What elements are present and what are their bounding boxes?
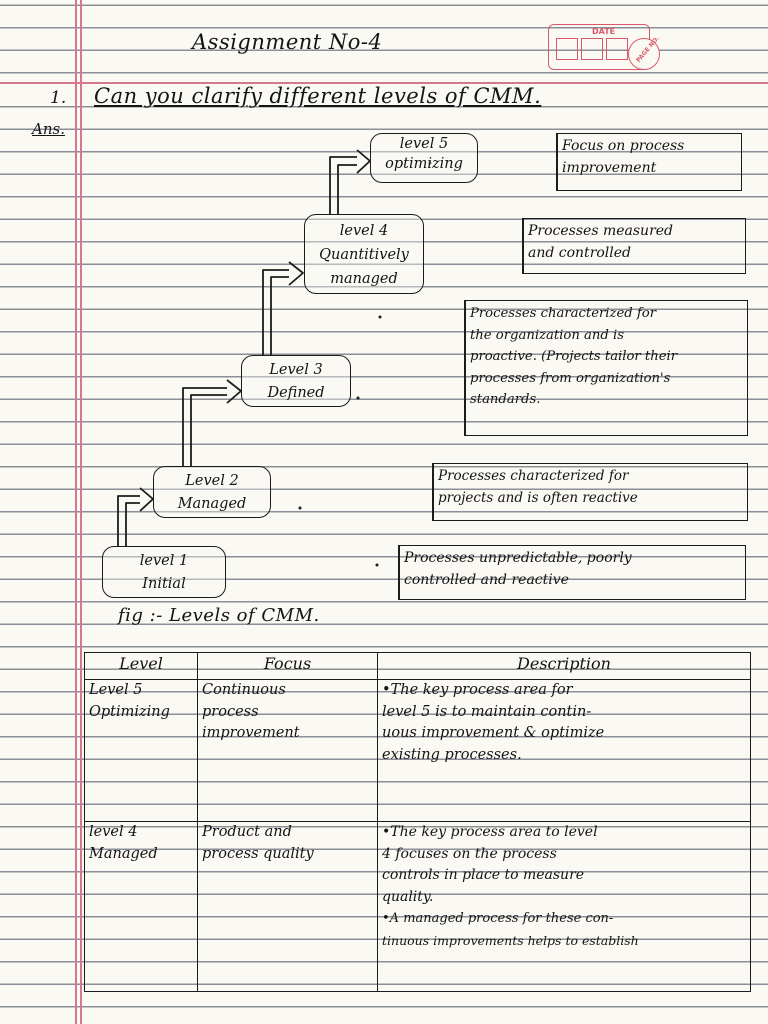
level-5-description-line: improvement — [562, 159, 657, 176]
level-2-description-line: projects and is often reactive — [438, 489, 638, 506]
cell-line: Product and — [202, 824, 292, 840]
level-3-title: Level 3 — [269, 362, 323, 378]
level-3-box — [241, 355, 351, 407]
level-4-box — [304, 214, 424, 294]
cell-line: Optimizing — [89, 703, 170, 720]
level-2-name: Managed — [177, 496, 247, 512]
level-2-description-line: Processes characterized for — [438, 468, 629, 484]
table-cell-description — [378, 822, 751, 992]
cell-line: process — [202, 703, 259, 720]
cell-line: controls in place to measure — [382, 867, 585, 884]
table-cell-focus — [198, 822, 378, 992]
page-title: Assignment No-4 — [192, 30, 383, 54]
table-cell-level — [85, 822, 198, 992]
table-row — [85, 822, 751, 992]
answer-label: Ans. — [32, 120, 65, 138]
table-row — [85, 680, 751, 822]
level-1-description-line: Processes unpredictable, poorly — [404, 550, 632, 566]
table-cell-description — [378, 680, 751, 822]
cell-line: Managed — [89, 845, 158, 862]
table-cell-level — [85, 680, 198, 822]
level-2-title: Level 2 — [185, 473, 239, 489]
cell-line: existing processes. — [382, 746, 522, 763]
cell-line: •The key process area for — [382, 682, 573, 698]
cell-line: process quality — [202, 845, 314, 862]
cell-line: quality. — [382, 888, 434, 905]
level-4-name-line1: Quantitively — [319, 247, 409, 263]
level-4-title: level 4 — [339, 223, 389, 239]
level-1-description-line: controlled and reactive — [404, 571, 569, 588]
cell-line: level 4 — [89, 824, 138, 840]
table-header-row — [85, 653, 751, 680]
level-4-name-line2: managed — [330, 271, 398, 287]
cell-line: 4 focuses on the process — [382, 845, 557, 862]
cell-line: Continuous — [202, 682, 286, 698]
page-number-label: PAGE NO. — [635, 35, 661, 64]
cmm-levels-table — [84, 652, 751, 992]
level-4-description — [522, 218, 746, 274]
level-5-description — [556, 133, 742, 191]
cell-line: •The key process area to level — [382, 824, 598, 840]
level-5-name: optimizing — [385, 156, 463, 172]
cell-line: level 5 is to maintain contin- — [382, 703, 592, 720]
level-5-title: level 5 — [399, 136, 449, 152]
level-1-description — [398, 545, 746, 600]
level-5-description-line: Focus on process — [562, 138, 685, 154]
cell-line: uous improvement & optimize — [382, 725, 605, 742]
level-3-description-line: the organization and is — [470, 327, 624, 343]
date-label: DATE — [592, 27, 616, 36]
level-2-box — [153, 466, 271, 518]
level-3-description-line: standards. — [470, 392, 541, 407]
level-2-description — [432, 463, 748, 521]
level-1-title: level 1 — [139, 553, 189, 569]
cell-line: Level 5 — [89, 682, 143, 698]
column-header-description: Description — [378, 653, 751, 680]
column-header-focus: Focus — [198, 653, 378, 680]
level-3-description-line: proactive. (Projects tailor their — [470, 349, 678, 364]
level-1-box — [102, 546, 226, 598]
level-3-description-line: Processes characterized for — [470, 306, 657, 321]
question-text: Can you clarify different levels of CMM. — [94, 84, 542, 108]
level-4-description-line: Processes measured — [528, 223, 674, 239]
cell-line: •A managed process for these con- — [382, 911, 614, 927]
cell-line: improvement — [202, 725, 300, 742]
column-header-level: Level — [85, 653, 198, 680]
cell-line: tinuous improvements helps to establish — [382, 932, 639, 948]
figure-caption: fig :- Levels of CMM. — [118, 605, 320, 626]
level-5-box — [370, 133, 478, 183]
level-3-description — [464, 300, 748, 436]
level-3-name: Defined — [267, 385, 325, 401]
level-4-description-line: and controlled — [528, 244, 632, 261]
table-cell-focus — [198, 680, 378, 822]
level-3-description-line: processes from organization's — [470, 370, 671, 386]
level-1-name: Initial — [142, 576, 186, 592]
question-number: 1. — [50, 88, 67, 108]
